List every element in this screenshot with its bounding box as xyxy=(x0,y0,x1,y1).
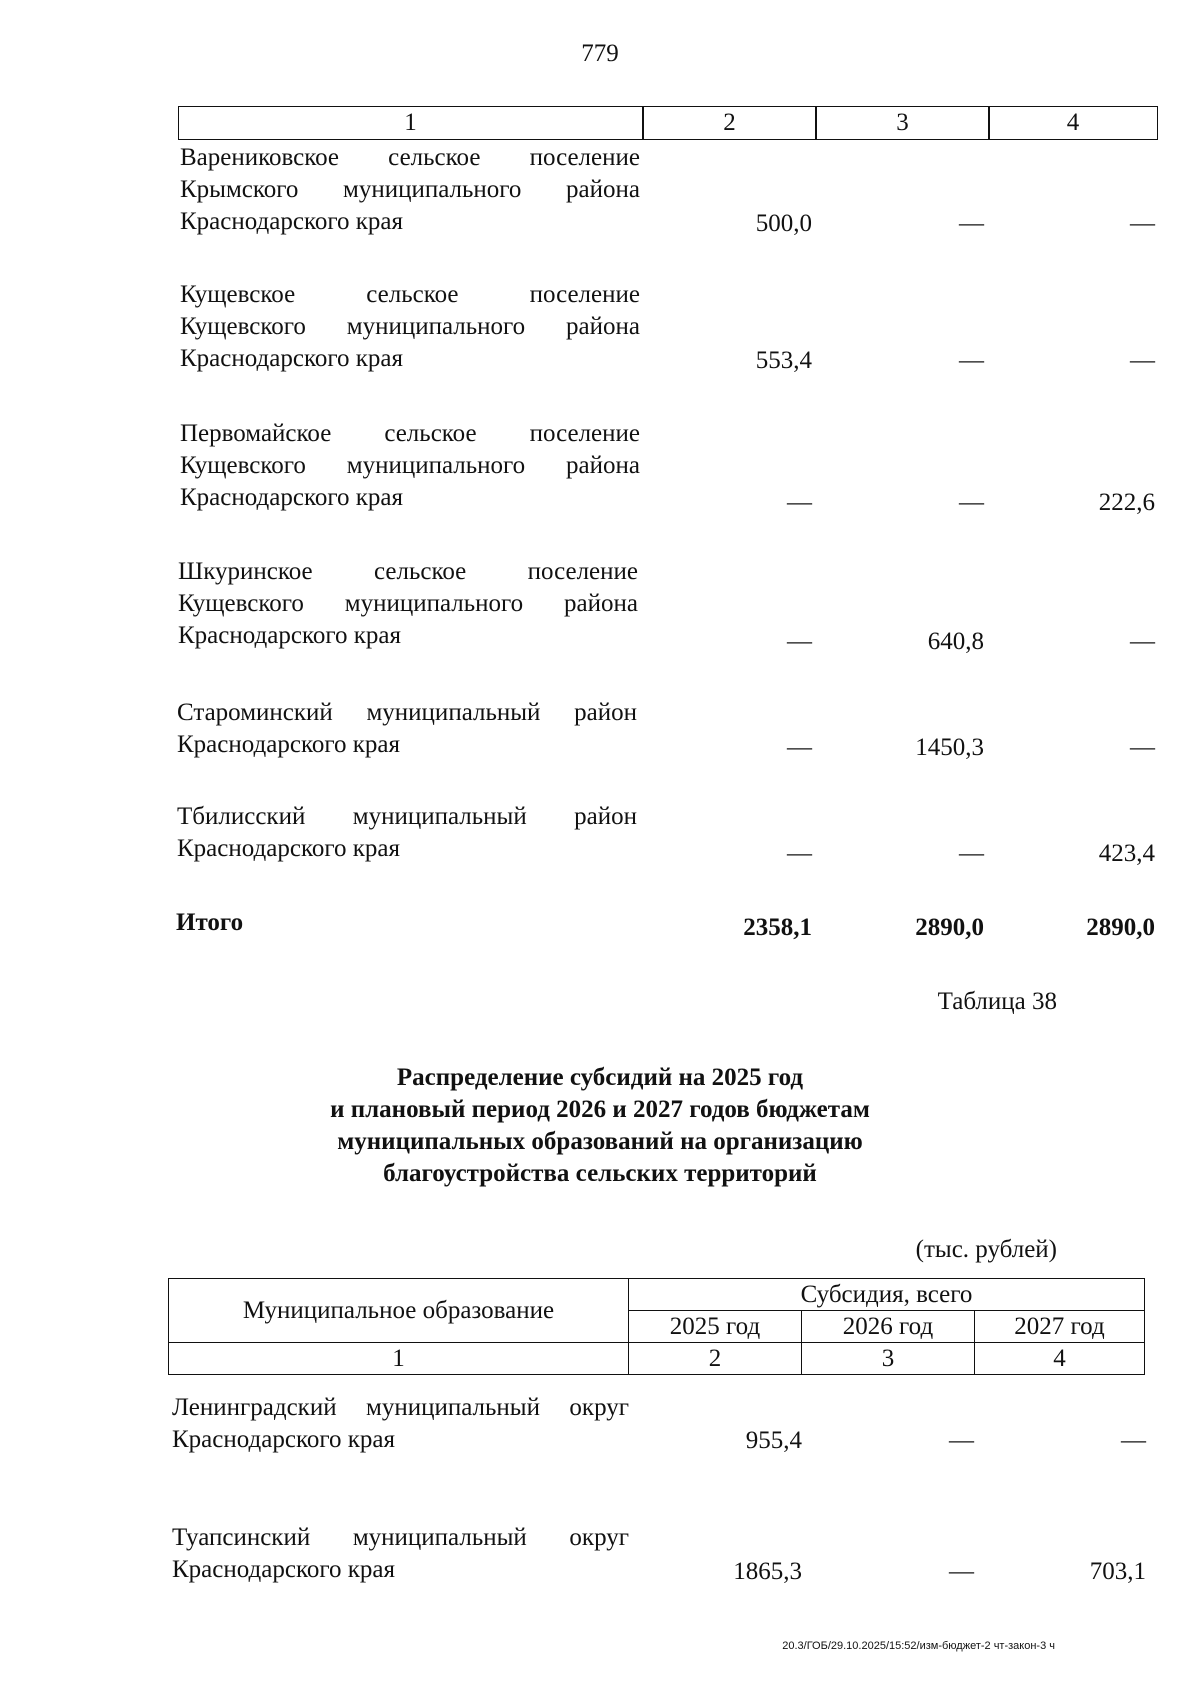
top-row-5-name: Староминский муниципальный район Краснодарского края xyxy=(177,699,637,758)
top-row-1-2025: 500,0 xyxy=(755,210,812,237)
table-label: Таблица 38 xyxy=(937,988,1057,1015)
top-row-3-2026: — xyxy=(959,489,984,516)
bottom-row-1-2027: — xyxy=(1121,1427,1146,1454)
unit-label: (тыс. рублей) xyxy=(915,1236,1057,1263)
top-row-5-2025: — xyxy=(787,734,812,761)
top-col-number-2: 2 xyxy=(723,109,736,136)
header-subsidy-total: Субсидия, всего xyxy=(629,1279,1145,1311)
bottom-col-number-2: 2 xyxy=(629,1343,802,1375)
top-row-5-2027: — xyxy=(1130,734,1155,761)
top-row-4-name: Шкуринское сельское поселение Кущевского муниципального района Краснодарского края xyxy=(178,558,638,649)
bottom-row-1-2025: 955,4 xyxy=(745,1427,802,1454)
bottom-col-number-3: 3 xyxy=(802,1343,975,1375)
top-total-2026: 2890,0 xyxy=(915,914,984,941)
header-year-2026: 2026 год xyxy=(802,1311,975,1343)
top-row-2-name: Кущевское сельское поселение Кущевского муниципального района Краснодарского края xyxy=(180,281,640,372)
top-row-2-2025: 553,4 xyxy=(755,347,812,374)
top-total-2025: 2358,1 xyxy=(743,914,812,941)
bottom-col-number-1: 1 xyxy=(169,1343,629,1375)
top-row-2-2026: — xyxy=(959,347,984,374)
header-year-2027: 2027 год xyxy=(975,1311,1145,1343)
top-row-1-2026: — xyxy=(959,210,984,237)
top-row-6-name: Тбилисский муниципальный район Краснодарского края xyxy=(177,803,637,862)
table-title-line-4: благоустройства сельских территорий xyxy=(383,1160,817,1187)
page-number: 779 xyxy=(581,40,619,67)
top-row-4-2027: — xyxy=(1130,628,1155,655)
top-row-6-2025: — xyxy=(787,840,812,867)
table-title-line-2: и плановый период 2026 и 2027 годов бюджетам xyxy=(330,1096,870,1123)
bottom-row-2-2025: 1865,3 xyxy=(733,1558,802,1585)
top-col-number-4: 4 xyxy=(1066,109,1080,136)
table-title-line-3: муниципальных образований на организацию xyxy=(337,1128,863,1155)
header-municipality: Муниципальное образование xyxy=(169,1279,629,1343)
top-total-label: Итого xyxy=(176,909,244,936)
bottom-row-1-name: Ленинградский муниципальный округ Краснодарского края xyxy=(172,1394,629,1453)
document-footer: 20.3/ГОБ/29.10.2025/15:52/изм-бюджет-2 чт-закон-3 ч xyxy=(782,1640,1055,1652)
bottom-row-1-2026: — xyxy=(949,1427,974,1454)
top-col-number-1: 1 xyxy=(404,109,417,136)
top-row-2-2027: — xyxy=(1130,347,1155,374)
top-row-5-2026: 1450,3 xyxy=(915,734,984,761)
top-row-3-2025: — xyxy=(787,489,812,516)
top-row-1-name: Варениковское сельское поселение Крымского муниципального района Краснодарского края xyxy=(180,144,640,235)
top-row-6-2026: — xyxy=(959,840,984,867)
top-row-4-2025: — xyxy=(787,628,812,655)
top-row-4-2026: 640,8 xyxy=(927,628,984,655)
top-row-1-2027: — xyxy=(1130,210,1155,237)
top-table-header xyxy=(178,106,1158,140)
top-row-3-name: Первомайское сельское поселение Кущевского муниципального района Краснодарского края xyxy=(180,420,640,511)
bottom-row-2-2027: 703,1 xyxy=(1089,1558,1146,1585)
table-title xyxy=(0,1062,1200,1190)
top-total-2027: 2890,0 xyxy=(1086,914,1155,941)
bottom-table-header xyxy=(168,1278,1145,1375)
top-col-number-3: 3 xyxy=(896,109,909,136)
top-row-3-2027: 222,6 xyxy=(1098,489,1155,516)
bottom-col-number-4: 4 xyxy=(975,1343,1145,1375)
bottom-row-2-name: Туапсинский муниципальный округ Краснодарского края xyxy=(172,1524,629,1583)
table-title-line-1: Распределение субсидий на 2025 год xyxy=(396,1064,804,1091)
bottom-row-2-2026: — xyxy=(949,1558,974,1585)
header-year-2025: 2025 год xyxy=(629,1311,802,1343)
top-row-6-2027: 423,4 xyxy=(1098,840,1155,867)
